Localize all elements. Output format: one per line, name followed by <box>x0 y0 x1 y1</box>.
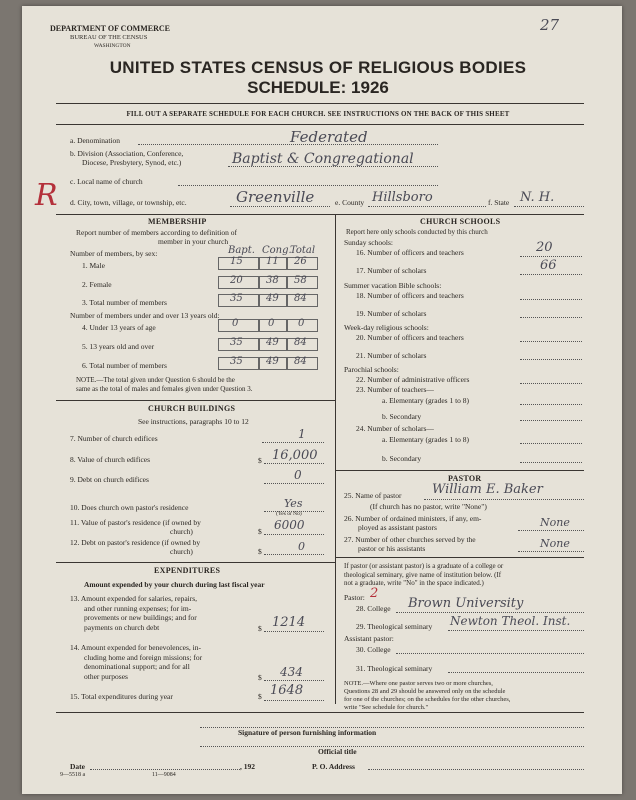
pastor-label: Pastor: <box>344 593 365 602</box>
row-male-label: 1. Male <box>82 261 105 270</box>
form-title: UNITED STATES CENSUS OF RELIGIOUS BODIES <box>109 58 527 77</box>
over13-bapt[interactable]: 35 <box>230 337 243 348</box>
q13-value[interactable]: 1214 <box>272 615 306 630</box>
divider <box>335 470 584 471</box>
male-cong[interactable]: 11 <box>266 256 279 267</box>
parochial-label: Parochial schools: <box>344 365 399 374</box>
total2-total[interactable]: 84 <box>294 356 307 367</box>
graduate-instruction: If pastor (or assistant pastor) is a graduate of a college or theological seminary, give name of institution below. (If not a graduate, write "No" in the space indicated.) <box>344 562 504 587</box>
q24-label: 24. Number of scholars— <box>356 424 434 433</box>
male-bapt[interactable]: 15 <box>230 256 243 267</box>
division-value[interactable]: Baptist & Congregational <box>232 151 414 167</box>
male-total[interactable]: 26 <box>294 256 307 267</box>
q8-label: 8. Value of church edifices <box>70 455 151 464</box>
q7-label: 7. Number of church edifices <box>70 434 158 443</box>
q28-label: 28. College <box>356 604 391 613</box>
state-value[interactable]: N. H. <box>520 190 555 205</box>
under13-cong[interactable]: 0 <box>268 318 275 329</box>
q16-label: 16. Number of officers and teachers <box>356 248 464 257</box>
sunday-label: Sunday schools: <box>344 238 393 247</box>
q12-value[interactable]: 0 <box>298 540 305 553</box>
q17-value[interactable]: 66 <box>540 258 557 273</box>
q26-value[interactable]: None <box>540 516 570 529</box>
row-female-label: 2. Female <box>82 280 112 289</box>
buildings-sub: See instructions, paragraphs 10 to 12 <box>138 417 249 426</box>
date-label: Date <box>70 762 85 771</box>
col-header-bapt: Bapt. <box>228 245 255 256</box>
margin-mark: R <box>35 178 58 213</box>
column-divider <box>335 214 336 704</box>
membership-intro: Report number of members according to definition of member in your church <box>76 228 237 246</box>
q12-label: 12. Debt on pastor's residence (if owned by church) <box>70 538 201 556</box>
denomination-value[interactable]: Federated <box>290 128 368 146</box>
female-bapt[interactable]: 20 <box>230 275 243 286</box>
q9-label: 9. Debt on church edifices <box>70 475 149 484</box>
year-label: , 192 <box>240 762 255 771</box>
form-subtitle: SCHEDULE: 1926 <box>247 78 389 97</box>
q16-value[interactable]: 20 <box>536 240 553 255</box>
q14-value[interactable]: 434 <box>280 665 303 679</box>
pastor-note: NOTE.—Where one pastor serves two or more churches, Questions 28 and 29 should be answered only on the schedule for one of the churches; on the schedules for the other churches, write "See schedule for church." <box>344 680 511 711</box>
county-value[interactable]: Hillsboro <box>372 190 433 205</box>
page-number: 27 <box>540 16 560 34</box>
q22-label: 22. Number of administrative officers <box>356 375 470 384</box>
department-name: DEPARTMENT OF COMMERCE <box>50 24 171 33</box>
schools-intro: Report here only schools conducted by this church <box>346 228 488 236</box>
row-under13-label: 4. Under 13 years of age <box>82 323 156 332</box>
q27-label: 27. Number of other churches served by the pastor or his assistants <box>344 535 476 553</box>
city-name: WASHINGTON <box>94 43 131 49</box>
city-value[interactable]: Greenville <box>236 188 315 206</box>
q25-note: (If church has no pastor, write "None") <box>370 502 487 511</box>
q11-label: 11. Value of pastor's residence (if owned by church) <box>70 518 201 536</box>
q18-label: 18. Number of officers and teachers <box>356 291 464 300</box>
divider <box>56 400 335 401</box>
total2-cong[interactable]: 49 <box>266 356 279 367</box>
over13-total[interactable]: 84 <box>294 337 307 348</box>
membership-heading: MEMBERSHIP <box>148 217 207 226</box>
row-total-label: 3. Total number of members <box>82 298 167 307</box>
pastor-heading: PASTOR <box>448 474 482 483</box>
q13-label: 13. Amount expended for salaries, repairs, and other running expenses; for im- provements or new buildings; and for payments on church debt <box>70 594 198 632</box>
summer-label: Summer vacation Bible schools: <box>344 281 442 290</box>
q11-value[interactable]: 6000 <box>274 518 305 532</box>
pastor-mark: 2 <box>370 586 379 601</box>
q29-value[interactable]: Newton Theol. Inst. <box>450 614 571 628</box>
state-label: f. State <box>488 198 510 207</box>
weekday-label: Week-day religious schools: <box>344 323 429 332</box>
print-number: 11—9084 <box>152 772 176 778</box>
q23b-label: b. Secondary <box>382 412 422 421</box>
q17-label: 17. Number of scholars <box>356 266 427 275</box>
female-total[interactable]: 58 <box>294 275 307 286</box>
q26-label: 26. Number of ordained ministers, if any, em- ployed as assistant pastors <box>344 514 482 532</box>
q10-hint: (Yes or No) <box>276 511 302 517</box>
over13-cong[interactable]: 49 <box>266 337 279 348</box>
q20-label: 20. Number of officers and teachers <box>356 333 464 342</box>
county-label: e. County <box>335 198 365 207</box>
denomination-label: a. Denomination <box>70 136 120 145</box>
under13-total[interactable]: 0 <box>298 318 305 329</box>
buildings-heading: CHURCH BUILDINGS <box>148 404 236 413</box>
signature-label: Signature of person furnishing information <box>238 728 377 737</box>
q10-label: 10. Does church own pastor's residence <box>70 503 189 512</box>
divider <box>56 562 335 563</box>
city-label: d. City, town, village, or township, etc. <box>70 198 187 207</box>
divider <box>335 557 584 558</box>
q27-value[interactable]: None <box>540 537 570 550</box>
total2-bapt[interactable]: 35 <box>230 356 243 367</box>
q25-label: 25. Name of pastor <box>344 491 402 500</box>
po-address-label: P. O. Address <box>312 762 355 771</box>
q25-value[interactable]: William E. Baker <box>432 482 543 497</box>
under13-bapt[interactable]: 0 <box>232 318 239 329</box>
expenditures-sub: Amount expended by your church during last fiscal year <box>84 580 265 589</box>
q31-label: 31. Theological seminary <box>356 664 433 673</box>
q8-value[interactable]: 16,000 <box>272 448 318 463</box>
divider <box>56 103 584 104</box>
row-over13-label: 5. 13 years old and over <box>82 342 155 351</box>
local-name-label: c. Local name of church <box>70 177 143 186</box>
divider <box>56 214 584 215</box>
q21-label: 21. Number of scholars <box>356 351 427 360</box>
q10-value[interactable]: Yes <box>284 497 303 510</box>
official-title-label: Official title <box>318 747 357 756</box>
total-cong[interactable]: 49 <box>266 293 279 304</box>
membership-note: NOTE.—The total given under Question 6 should be the same as the total of males and females given under Question 3. <box>76 376 253 393</box>
q24b-label: b. Secondary <box>382 454 422 463</box>
q23-label: 23. Number of teachers— <box>356 385 434 394</box>
q7-value[interactable]: 1 <box>298 427 306 441</box>
divider <box>56 124 584 125</box>
q30-label: 30. College <box>356 645 391 654</box>
q19-label: 19. Number of scholars <box>356 309 427 318</box>
q23a-label: a. Elementary (grades 1 to 8) <box>382 396 470 405</box>
q15-label: 15. Total expenditures during year <box>70 692 173 701</box>
total-total[interactable]: 84 <box>294 293 307 304</box>
row-total2-label: 6. Total number of members <box>82 361 167 370</box>
q28-value[interactable]: Brown University <box>408 596 524 611</box>
q15-value[interactable]: 1648 <box>270 683 304 698</box>
col-header-total: Total <box>290 245 316 256</box>
by-sex-label: Number of members, by sex: <box>70 249 158 258</box>
instruction-line: FILL OUT A SEPARATE SCHEDULE FOR EACH CHURCH. SEE INSTRUCTIONS ON THE BACK OF THIS SHEET <box>126 110 510 118</box>
schools-heading: CHURCH SCHOOLS <box>420 217 501 226</box>
department-heading <box>50 24 170 51</box>
total-bapt[interactable]: 35 <box>230 293 243 304</box>
bureau-name: BUREAU OF THE CENSUS <box>70 34 148 41</box>
female-cong[interactable]: 38 <box>266 275 279 286</box>
q9-value[interactable]: 0 <box>294 468 302 482</box>
divider <box>56 712 584 713</box>
age-label: Number of members under and over 13 years old: <box>70 311 220 320</box>
assistant-label: Assistant pastor: <box>344 634 394 643</box>
q14-label: 14. Amount expended for benevolences, in- cluding home and foreign missions; for denominational support; and for all other purposes <box>70 643 203 681</box>
expenditures-heading: EXPENDITURES <box>154 566 221 575</box>
q29-label: 29. Theological seminary <box>356 622 433 631</box>
q24a-label: a. Elementary (grades 1 to 8) <box>382 435 470 444</box>
col-header-cong: Cong. <box>262 245 292 256</box>
division-label: b. Division (Association, Conference, Diocese, Presbytery, Synod, etc.) <box>70 149 184 167</box>
form-number: 9—5518 a <box>60 772 86 778</box>
